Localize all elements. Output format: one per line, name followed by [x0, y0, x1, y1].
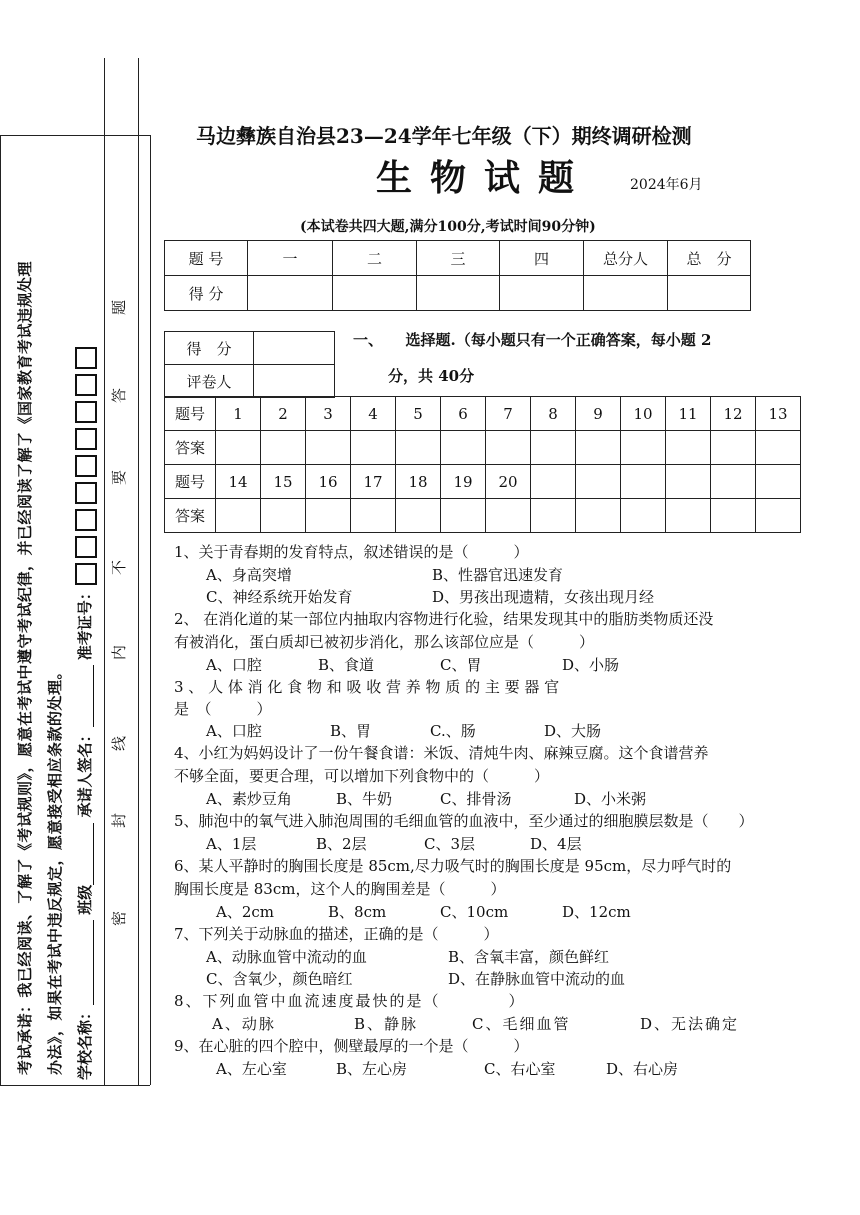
score-row-label: 得 分: [165, 276, 248, 311]
question-3-line1: 3 、 人 体 消 化 食 物 和 吸 收 营 养 物 质 的 主 要 器 官: [174, 678, 560, 696]
strip-left-border: [0, 135, 1, 1085]
q6-option-c: C、10cm: [440, 903, 509, 921]
answer-num-label: 题号: [165, 397, 216, 431]
answer-cell[interactable]: [261, 499, 306, 533]
question-7: 7、下列关于动脉血的描述，正确的是（ ）: [174, 925, 499, 943]
subject-title: 生物试题: [376, 157, 593, 199]
answer-cell[interactable]: [216, 431, 261, 465]
exam-digit-box[interactable]: [75, 428, 97, 450]
seal-char-6: 要: [110, 469, 129, 486]
section1-heading-cont: 分，共 40分: [388, 367, 475, 385]
question-1: 1、关于青春期的发育特点，叙述错误的是（ ）: [174, 543, 529, 561]
exam-number-boxes: [76, 342, 94, 585]
answer-cell[interactable]: [756, 431, 801, 465]
q8-option-a: A、动脉: [212, 1015, 276, 1033]
answer-num-cell: 15: [261, 465, 306, 499]
score-cell[interactable]: [668, 276, 751, 311]
question-2-line2: 有被消化，蛋白质却已被初步消化，那么该部位应是（ ）: [174, 633, 595, 651]
answer-cell[interactable]: [711, 499, 756, 533]
grader-score-cell[interactable]: [254, 332, 335, 365]
answer-table: [164, 396, 801, 533]
q2-option-d: D、小肠: [562, 656, 620, 674]
score-header-cell: 总 分: [668, 241, 751, 276]
answer-cell[interactable]: [576, 499, 621, 533]
answer-cell[interactable]: [351, 431, 396, 465]
answer-num-cell: 4: [351, 397, 396, 431]
answer-cell[interactable]: [666, 431, 711, 465]
signature-label: 承诺人签名：: [76, 727, 94, 818]
grader-table: [164, 331, 335, 398]
answer-num-cell: 16: [306, 465, 351, 499]
answer-cell[interactable]: [486, 499, 531, 533]
q1-option-c: C、神经系统开始发育: [206, 588, 353, 606]
answer-num-cell: 10: [621, 397, 666, 431]
answer-cell[interactable]: [666, 499, 711, 533]
answer-cell[interactable]: [531, 431, 576, 465]
q3-option-b: B、胃: [330, 722, 372, 740]
question-5: 5、肺泡中的氧气进入肺泡周围的毛细血管的血液中，至少通过的细胞膜层数是（ ）: [174, 812, 754, 830]
strip-right-border: [150, 135, 151, 1085]
q9-option-d: D、右心房: [606, 1060, 679, 1078]
answer-num-cell: [711, 465, 756, 499]
answer-num-cell: [621, 465, 666, 499]
answer-num-cell: [666, 465, 711, 499]
q5-option-d: D、4层: [530, 835, 582, 853]
class-field[interactable]: [78, 823, 94, 885]
q3-option-a: A、口腔: [206, 722, 262, 740]
q7-option-c: C、含氧少，颜色暗红: [206, 970, 353, 988]
answer-num-cell: [576, 465, 621, 499]
answer-num-cell: 11: [666, 397, 711, 431]
answer-num-cell: 7: [486, 397, 531, 431]
answer-num-cell: 6: [441, 397, 486, 431]
q4-option-d: D、小米粥: [574, 790, 647, 808]
answer-num-cell: 1: [216, 397, 261, 431]
q6-option-b: B、8cm: [328, 903, 387, 921]
answer-num-cell: 17: [351, 465, 396, 499]
q3-option-c: C.、肠: [430, 722, 476, 740]
q8-option-c: C、毛细血管: [472, 1015, 571, 1033]
answer-num-row: [165, 465, 801, 499]
exam-title: 马边彝族自治县23—24学年七年级（下）期终调研检测: [196, 124, 692, 148]
answer-cell[interactable]: [576, 431, 621, 465]
answer-num-cell: 3: [306, 397, 351, 431]
question-9: 9、在心脏的四个腔中，侧壁最厚的一个是（ ）: [174, 1037, 529, 1055]
exam-digit-box[interactable]: [75, 347, 97, 369]
q5-option-b: B、2层: [316, 835, 367, 853]
answer-num-cell: 9: [576, 397, 621, 431]
grader-score-label: 得 分: [165, 332, 254, 365]
section1-heading: 一、 选择题.（每小题只有一个正确答案，每小题 2: [353, 331, 712, 349]
q9-option-b: B、左心房: [336, 1060, 408, 1078]
exam-no-label: 准考证号：: [76, 585, 94, 661]
question-2-line1: 2、 在消化道的某一部位内抽取内容物进行化验，结果发现其中的脂肪类物质还没: [174, 610, 714, 628]
score-header-cell: 二: [333, 241, 417, 276]
score-table: [164, 240, 751, 311]
answer-cell[interactable]: [216, 499, 261, 533]
score-cell[interactable]: [500, 276, 584, 311]
strip-divider-2: [138, 58, 139, 1085]
q5-option-a: A、1层: [206, 835, 257, 853]
exam-date: 2024年6月: [630, 177, 703, 193]
score-cell[interactable]: [248, 276, 333, 311]
answer-cell[interactable]: [621, 499, 666, 533]
score-table-header-row: [165, 241, 751, 276]
answer-num-cell: 19: [441, 465, 486, 499]
q4-option-a: A、素炒豆角: [206, 790, 292, 808]
answer-label: 答案: [165, 431, 216, 465]
answer-num-cell: 14: [216, 465, 261, 499]
school-label: 学校名称：: [76, 1004, 94, 1080]
question-6-line2: 胸围长度是 83cm，这个人的胸围差是（ ）: [174, 880, 506, 898]
answer-cell[interactable]: [441, 499, 486, 533]
score-cell[interactable]: [584, 276, 668, 311]
q4-option-c: C、排骨汤: [440, 790, 512, 808]
question-6-line1: 6、某人平静时的胸围长度是 85cm,尽力吸气时的胸围长度是 95cm，尽力呼气时的: [174, 857, 732, 875]
seal-char-5: 不: [110, 559, 129, 576]
seal-char-3: 线: [110, 735, 129, 752]
school-name-field[interactable]: [78, 920, 94, 1005]
seal-char-1: 密: [110, 910, 129, 927]
q7-option-b: B、含氧丰富，颜色鲜红: [448, 948, 610, 966]
score-header-cell: 一: [248, 241, 333, 276]
answer-label: 答案: [165, 499, 216, 533]
grader-name-label: 评卷人: [165, 365, 254, 398]
question-8: 8、下列血管中血流速度最快的是（ ）: [174, 992, 526, 1010]
exam-digit-box[interactable]: [75, 401, 97, 423]
student-info-line: [74, 342, 97, 1080]
q1-option-b: B、性器官迅速发育: [432, 566, 564, 584]
q2-option-b: B、食道: [318, 656, 375, 674]
answer-num-cell: 8: [531, 397, 576, 431]
answer-cell[interactable]: [621, 431, 666, 465]
q6-option-d: D、12cm: [562, 903, 631, 921]
question-4-line2: 不够全面，要更合理，可以增加下列食物中的（ ）: [174, 767, 550, 785]
question-3-line2: 是 （ ）: [174, 700, 272, 718]
answer-row: [165, 431, 801, 465]
seal-char-7: 答: [110, 387, 129, 404]
signature-field[interactable]: [78, 665, 94, 727]
answer-num-cell: [531, 465, 576, 499]
answer-cell[interactable]: [711, 431, 756, 465]
q8-option-d: D、无法确定: [640, 1015, 740, 1033]
score-table-score-row: [165, 276, 751, 311]
answer-num-cell: 13: [756, 397, 801, 431]
answer-cell[interactable]: [306, 499, 351, 533]
q8-option-b: B、静脉: [354, 1015, 419, 1033]
score-header-cell: 题 号: [165, 241, 248, 276]
answer-cell[interactable]: [351, 499, 396, 533]
seal-char-8: 题: [110, 299, 129, 316]
score-header-cell: 总分人: [584, 241, 668, 276]
answer-cell[interactable]: [396, 431, 441, 465]
q9-option-a: A、左心室: [216, 1060, 287, 1078]
q5-option-c: C、3层: [424, 835, 476, 853]
q1-option-a: A、身高突增: [206, 566, 292, 584]
answer-num-label: 题号: [165, 465, 216, 499]
q2-option-a: A、口腔: [206, 656, 262, 674]
answer-num-cell: 2: [261, 397, 306, 431]
strip-top-border: [0, 135, 150, 136]
answer-num-cell: 12: [711, 397, 756, 431]
answer-num-cell: 5: [396, 397, 441, 431]
exam-digit-box[interactable]: [75, 536, 97, 558]
q1-option-d: D、男孩出现遗精，女孩出现月经: [432, 588, 655, 606]
answer-num-cell: 18: [396, 465, 441, 499]
exam-digit-box[interactable]: [75, 563, 97, 585]
exam-pledge-line1: 考试承诺：我已经阅读、了解了《考试规则》，愿意在考试中遵守考试纪律，并已经阅读了解了《国家教育考试违规处理: [16, 260, 34, 1075]
class-label: 班级: [76, 884, 94, 915]
exam-pledge-line2: 办法》，如果在考试中违反规定，愿意接受相应条款的处理。: [46, 663, 64, 1075]
exam-info: (本试卷共四大题,满分100分,考试时间90分钟): [300, 219, 596, 235]
answer-cell[interactable]: [396, 499, 441, 533]
score-cell[interactable]: [333, 276, 417, 311]
q4-option-b: B、牛奶: [336, 790, 393, 808]
answer-cell[interactable]: [306, 431, 351, 465]
q9-option-c: C、右心室: [484, 1060, 556, 1078]
answer-row: [165, 499, 801, 533]
answer-num-cell: [756, 465, 801, 499]
score-header-cell: 四: [500, 241, 584, 276]
score-cell[interactable]: [417, 276, 500, 311]
exam-digit-box[interactable]: [75, 482, 97, 504]
answer-num-row: [165, 397, 801, 431]
grader-name-cell[interactable]: [254, 365, 335, 398]
seal-char-2: 封: [110, 812, 129, 829]
exam-digit-box[interactable]: [75, 509, 97, 531]
answer-cell[interactable]: [531, 499, 576, 533]
strip-bottom-border: [0, 1085, 150, 1086]
q3-option-d: D、大肠: [544, 722, 602, 740]
strip-divider-1: [104, 58, 105, 1085]
answer-cell[interactable]: [261, 431, 306, 465]
score-header-cell: 三: [417, 241, 500, 276]
answer-num-cell: 20: [486, 465, 531, 499]
exam-digit-box[interactable]: [75, 455, 97, 477]
q7-option-d: D、在静脉血管中流动的血: [448, 970, 626, 988]
q2-option-c: C、胃: [440, 656, 482, 674]
answer-cell[interactable]: [756, 499, 801, 533]
answer-cell[interactable]: [441, 431, 486, 465]
q6-option-a: A、2cm: [216, 903, 275, 921]
seal-char-4: 内: [110, 644, 129, 661]
exam-digit-box[interactable]: [75, 374, 97, 396]
q7-option-a: A、动脉血管中流动的血: [206, 948, 367, 966]
question-4-line1: 4、小红为妈妈设计了一份午餐食谱：米饭、清炖牛肉、麻辣豆腐。这个食谱营养: [174, 744, 709, 762]
answer-cell[interactable]: [486, 431, 531, 465]
